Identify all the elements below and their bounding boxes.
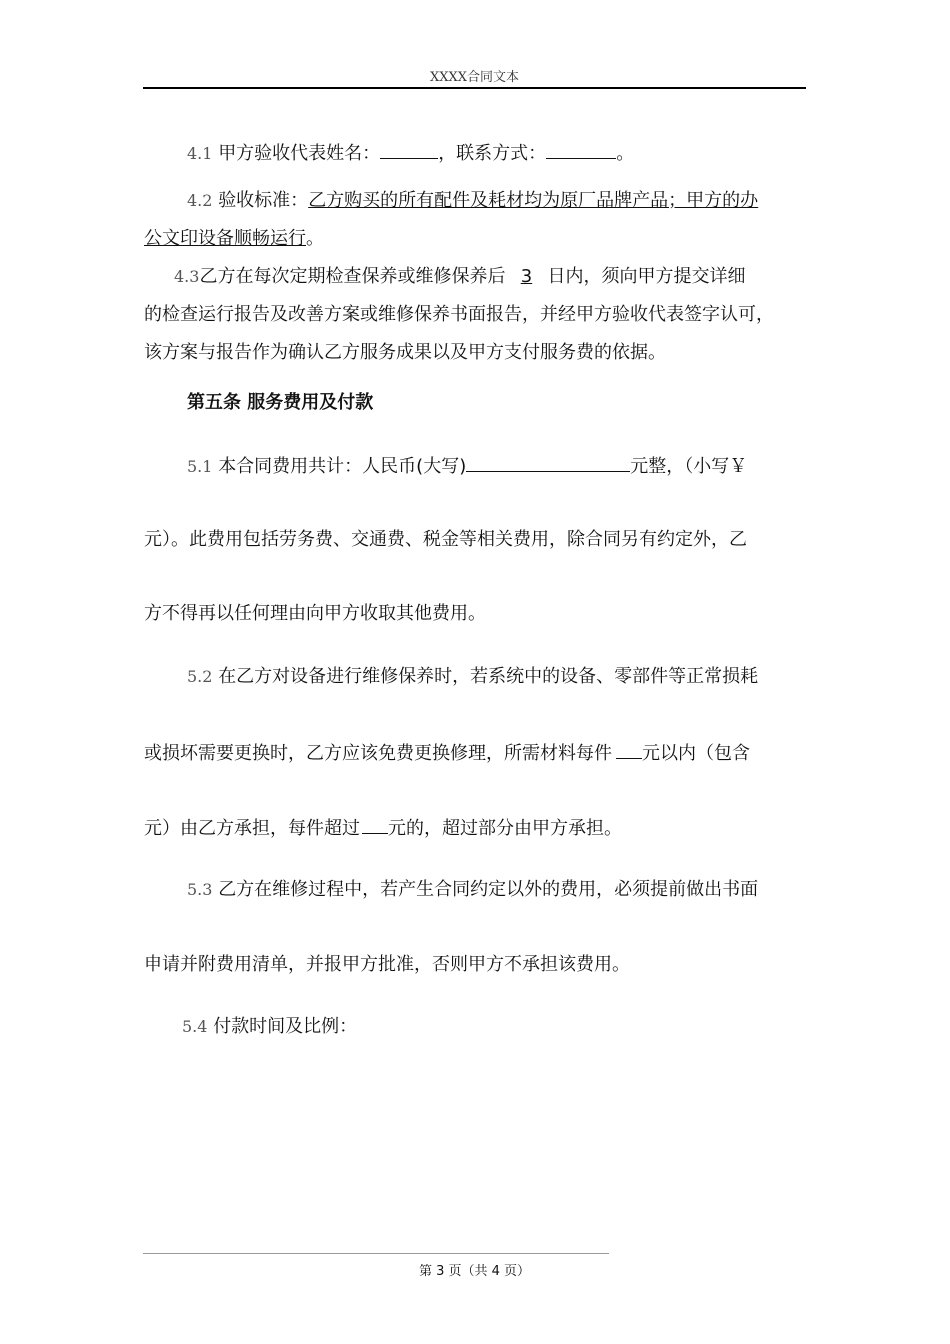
clause-4-3	[174, 265, 745, 289]
clause-label: 验收标准：	[218, 190, 309, 211]
clause-5-3-line2: 申请并附费用清单，并报甲方批准，否则甲方不承担该费用。	[144, 954, 630, 975]
clause-text: 元整，（小写￥	[630, 456, 748, 477]
acceptance-standard-text: 乙方购买的所有配件及耗材均为原厂品牌产品；甲方的办	[308, 190, 759, 211]
clause-text: 本合同费用共计：人民币(大写)	[218, 456, 467, 477]
clause-number: 4.3	[174, 267, 200, 286]
clause-text: 甲方验收代表姓名：	[218, 143, 381, 164]
clause-5-4	[182, 1015, 357, 1039]
clause-4-2-cont	[144, 227, 324, 251]
clause-text: 元的，超过部分由甲方承担。	[388, 818, 622, 839]
clause-text: 。	[616, 143, 635, 164]
clause-number: 4.2	[187, 191, 213, 210]
report-days-value: 3	[520, 266, 533, 287]
amount-uppercase-blank	[466, 453, 630, 472]
footer-divider	[143, 1253, 609, 1254]
clause-5-1-line3: 方不得再以任何理由向甲方收取其他费用。	[144, 603, 486, 624]
clause-number: 5.3	[187, 880, 213, 899]
clause-5-2-line3	[144, 815, 622, 841]
header-divider	[143, 87, 806, 89]
clause-5-1-line2: 元）。此费用包括劳务费、交通费、税金等相关费用，除合同另有约定外，乙	[144, 529, 747, 550]
acceptance-standard-text: 公文印设备顺畅运行	[144, 228, 306, 249]
clause-4-3-line2: 的检查运行报告及改善方案或维修保养书面报告，并经甲方验收代表签字认可，	[144, 304, 774, 325]
clause-5-3	[187, 878, 758, 902]
clause-text: 或损坏需要更换时，乙方应该免费更换修理，所需材料每件	[144, 743, 612, 764]
article-5-heading: 第五条 服务费用及付款	[187, 392, 374, 413]
clause-5-1	[187, 453, 747, 479]
clause-text: 日内，须向甲方提交详细	[547, 266, 746, 287]
clause-number: 5.1	[187, 457, 213, 476]
clause-text: 。	[306, 228, 324, 249]
excess-limit-blank	[362, 815, 388, 834]
document-header-title: XXXX合同文本	[429, 70, 520, 85]
clause-text: 在乙方对设备进行维修保养时，若系统中的设备、零部件等正常损耗	[218, 666, 759, 687]
representative-name-blank	[380, 140, 438, 159]
clause-number: 4.1	[187, 144, 213, 163]
clause-text: ，联系方式：	[438, 143, 547, 164]
clause-number: 5.4	[182, 1017, 208, 1036]
clause-4-2	[187, 189, 758, 213]
contact-blank	[546, 140, 616, 159]
clause-text: 付款时间及比例：	[213, 1016, 358, 1037]
clause-text: 乙方在维修过程中，若产生合同约定以外的费用，必须提前做出书面	[218, 879, 759, 900]
clause-number: 5.2	[187, 667, 213, 686]
clause-5-2	[187, 665, 758, 689]
page-number: 第 3 页（共 4 页）	[418, 1264, 531, 1279]
clause-text: 元）由乙方承担，每件超过	[144, 818, 360, 839]
clause-4-1	[187, 140, 634, 166]
clause-5-2-line2	[144, 740, 750, 766]
clause-4-3-line3: 该方案与报告作为确认乙方服务成果以及甲方支付服务费的依据。	[144, 342, 666, 363]
clause-text: 乙方在每次定期检查保养或维修保养后	[199, 266, 506, 287]
material-limit-blank	[616, 740, 642, 759]
clause-text: 元以内（包含	[642, 743, 750, 764]
